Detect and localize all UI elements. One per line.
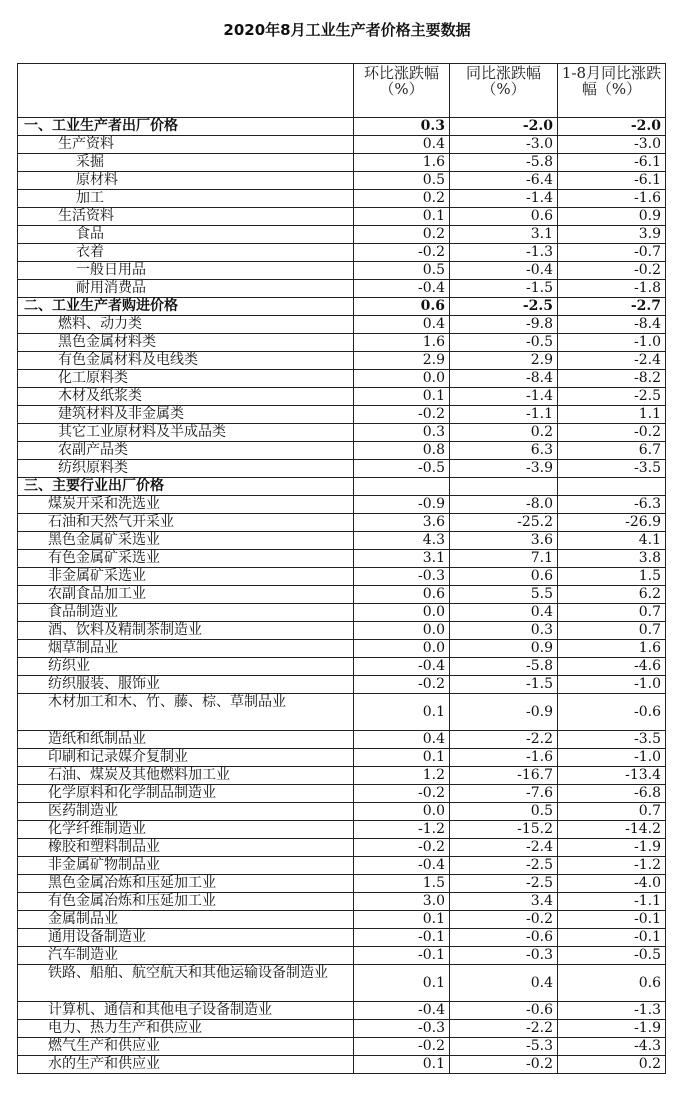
cell-mom: 0.0 <box>354 604 450 622</box>
cell-name: 木材及纸浆类 <box>18 388 354 406</box>
cell-ytd: -3.5 <box>558 731 666 749</box>
cell-ytd: 0.7 <box>558 622 666 640</box>
cell-mom: -0.5 <box>354 460 450 478</box>
cell-ytd <box>558 478 666 496</box>
table-row <box>18 136 666 154</box>
cell-name: 黑色金属材料类 <box>18 334 354 352</box>
cell-yoy: 0.9 <box>450 640 558 658</box>
table-row <box>18 208 666 226</box>
cell-mom: 0.6 <box>354 298 450 316</box>
cell-yoy: -2.2 <box>450 1020 558 1038</box>
cell-name: 建筑材料及非金属类 <box>18 406 354 424</box>
cell-mom: 0.2 <box>354 226 450 244</box>
table-row <box>18 947 666 965</box>
cell-name: 医药制造业 <box>18 803 354 821</box>
cell-mom: -0.2 <box>354 676 450 694</box>
cell-mom: -0.4 <box>354 280 450 298</box>
cell-mom: 0.1 <box>354 208 450 226</box>
table-row <box>18 478 666 496</box>
cell-mom: 0.5 <box>354 172 450 190</box>
cell-name: 化工原料类 <box>18 370 354 388</box>
cell-ytd: -2.5 <box>558 388 666 406</box>
cell-yoy: -1.5 <box>450 676 558 694</box>
cell-name: 印刷和记录媒介复制业 <box>18 749 354 767</box>
cell-name: 其它工业原材料及半成品类 <box>18 424 354 442</box>
table-row <box>18 1020 666 1038</box>
table-row <box>18 352 666 370</box>
cell-mom: 0.4 <box>354 316 450 334</box>
cell-yoy: -8.4 <box>450 370 558 388</box>
cell-ytd: 0.7 <box>558 803 666 821</box>
cell-ytd: 1.1 <box>558 406 666 424</box>
cell-name: 烟草制品业 <box>18 640 354 658</box>
cell-name: 黑色金属矿采选业 <box>18 532 354 550</box>
cell-yoy: -16.7 <box>450 767 558 785</box>
cell-mom: 3.0 <box>354 893 450 911</box>
cell-ytd: 1.6 <box>558 640 666 658</box>
cell-name: 汽车制造业 <box>18 947 354 965</box>
table-row <box>18 749 666 767</box>
cell-name: 木材加工和木、竹、藤、棕、草制品业 <box>18 694 354 731</box>
table-row <box>18 550 666 568</box>
cell-mom: -0.4 <box>354 857 450 875</box>
cell-yoy: -1.5 <box>450 280 558 298</box>
cell-name: 石油和天然气开采业 <box>18 514 354 532</box>
cell-ytd: 1.5 <box>558 568 666 586</box>
cell-ytd: -0.5 <box>558 947 666 965</box>
cell-ytd: -3.5 <box>558 460 666 478</box>
cell-mom: 0.3 <box>354 118 450 136</box>
cell-yoy: -3.9 <box>450 460 558 478</box>
table-row <box>18 388 666 406</box>
table-header-row <box>18 64 666 118</box>
cell-name: 黑色金属冶炼和压延加工业 <box>18 875 354 893</box>
cell-mom: 0.1 <box>354 694 450 731</box>
cell-yoy <box>450 478 558 496</box>
page-title: 2020年8月工业生产者价格主要数据 <box>223 21 471 39</box>
cell-ytd: -2.7 <box>558 298 666 316</box>
cell-name: 酒、饮料及精制茶制造业 <box>18 622 354 640</box>
cell-yoy: -2.2 <box>450 731 558 749</box>
cell-name: 电力、热力生产和供应业 <box>18 1020 354 1038</box>
cell-name: 通用设备制造业 <box>18 929 354 947</box>
cell-ytd: -6.1 <box>558 154 666 172</box>
cell-mom: 0.1 <box>354 1056 450 1074</box>
cell-mom: -0.3 <box>354 568 450 586</box>
cell-ytd: 4.1 <box>558 532 666 550</box>
table-row <box>18 118 666 136</box>
cell-mom: 0.1 <box>354 749 450 767</box>
table-row <box>18 172 666 190</box>
table-row <box>18 604 666 622</box>
cell-name: 煤炭开采和洗选业 <box>18 496 354 514</box>
cell-name: 铁路、船舶、航空航天和其他运输设备制造业 <box>18 965 354 1002</box>
cell-ytd: -8.4 <box>558 316 666 334</box>
cell-name: 纺织原料类 <box>18 460 354 478</box>
header-item <box>18 64 354 118</box>
cell-ytd: -1.0 <box>558 676 666 694</box>
cell-yoy: -0.9 <box>450 694 558 731</box>
header-yoy: 同比涨跌幅（%） <box>450 64 558 118</box>
cell-yoy: -7.6 <box>450 785 558 803</box>
cell-mom: 2.9 <box>354 352 450 370</box>
table-row <box>18 154 666 172</box>
cell-ytd: -6.1 <box>558 172 666 190</box>
cell-name: 农副食品加工业 <box>18 586 354 604</box>
cell-name: 衣着 <box>18 244 354 262</box>
cell-ytd: -4.0 <box>558 875 666 893</box>
cell-yoy: -5.3 <box>450 1038 558 1056</box>
table-row <box>18 640 666 658</box>
cell-ytd: -1.0 <box>558 334 666 352</box>
table-row <box>18 442 666 460</box>
table-row <box>18 785 666 803</box>
cell-ytd: -0.2 <box>558 424 666 442</box>
cell-ytd: -1.2 <box>558 857 666 875</box>
table-row <box>18 821 666 839</box>
cell-yoy: -0.2 <box>450 1056 558 1074</box>
cell-mom: -0.9 <box>354 496 450 514</box>
cell-ytd: -1.3 <box>558 1002 666 1020</box>
cell-name: 三、主要行业出厂价格 <box>18 478 354 496</box>
table-row <box>18 622 666 640</box>
cell-name: 有色金属材料及电线类 <box>18 352 354 370</box>
cell-name: 水的生产和供应业 <box>18 1056 354 1074</box>
cell-ytd: -2.0 <box>558 118 666 136</box>
cell-name: 燃料、动力类 <box>18 316 354 334</box>
cell-yoy: 3.6 <box>450 532 558 550</box>
cell-ytd: 6.2 <box>558 586 666 604</box>
table-row <box>18 658 666 676</box>
cell-ytd: -0.6 <box>558 694 666 731</box>
table-row <box>18 911 666 929</box>
cell-name: 化学纤维制造业 <box>18 821 354 839</box>
table-row <box>18 532 666 550</box>
table-row <box>18 803 666 821</box>
cell-name: 非金属矿采选业 <box>18 568 354 586</box>
cell-ytd: -6.8 <box>558 785 666 803</box>
cell-yoy: 3.1 <box>450 226 558 244</box>
cell-mom: 0.3 <box>354 424 450 442</box>
table-row <box>18 514 666 532</box>
table-row <box>18 406 666 424</box>
cell-mom <box>354 478 450 496</box>
table-row <box>18 226 666 244</box>
cell-name: 有色金属矿采选业 <box>18 550 354 568</box>
table-row <box>18 370 666 388</box>
cell-yoy: -6.4 <box>450 172 558 190</box>
cell-name: 造纸和纸制品业 <box>18 731 354 749</box>
cell-mom: 0.1 <box>354 911 450 929</box>
cell-name: 加工 <box>18 190 354 208</box>
table-row <box>18 1056 666 1074</box>
cell-yoy: -0.3 <box>450 947 558 965</box>
cell-ytd: -6.3 <box>558 496 666 514</box>
table-row <box>18 424 666 442</box>
cell-ytd: -1.0 <box>558 749 666 767</box>
cell-ytd: -8.2 <box>558 370 666 388</box>
table-row <box>18 496 666 514</box>
cell-yoy: -2.5 <box>450 857 558 875</box>
cell-yoy: 0.6 <box>450 568 558 586</box>
header-ytd: 1-8月同比涨跌幅（%） <box>558 64 666 118</box>
table-row <box>18 280 666 298</box>
cell-yoy: -15.2 <box>450 821 558 839</box>
cell-ytd: 3.8 <box>558 550 666 568</box>
cell-name: 燃气生产和供应业 <box>18 1038 354 1056</box>
cell-mom: 0.0 <box>354 640 450 658</box>
cell-yoy: 2.9 <box>450 352 558 370</box>
cell-yoy: -0.4 <box>450 262 558 280</box>
cell-ytd: -2.4 <box>558 352 666 370</box>
cell-mom: 4.3 <box>354 532 450 550</box>
cell-ytd: -1.9 <box>558 1020 666 1038</box>
cell-name: 生产资料 <box>18 136 354 154</box>
cell-ytd: -0.1 <box>558 911 666 929</box>
cell-yoy: -8.0 <box>450 496 558 514</box>
cell-mom: 0.1 <box>354 388 450 406</box>
cell-mom: 0.8 <box>354 442 450 460</box>
cell-name: 采掘 <box>18 154 354 172</box>
table-row <box>18 460 666 478</box>
cell-mom: -0.1 <box>354 947 450 965</box>
cell-yoy: -3.0 <box>450 136 558 154</box>
table-row <box>18 965 666 1002</box>
table-row <box>18 586 666 604</box>
cell-yoy: 3.4 <box>450 893 558 911</box>
cell-mom: 1.6 <box>354 154 450 172</box>
cell-ytd: -0.2 <box>558 262 666 280</box>
cell-name: 纺织服装、服饰业 <box>18 676 354 694</box>
cell-yoy: 6.3 <box>450 442 558 460</box>
cell-mom: -0.2 <box>354 785 450 803</box>
cell-mom: 0.5 <box>354 262 450 280</box>
cell-ytd: -1.6 <box>558 190 666 208</box>
cell-name: 化学原料和化学制品制造业 <box>18 785 354 803</box>
cell-mom: 0.4 <box>354 731 450 749</box>
table-row <box>18 875 666 893</box>
table-row <box>18 316 666 334</box>
cell-yoy: -25.2 <box>450 514 558 532</box>
cell-mom: 1.2 <box>354 767 450 785</box>
cell-yoy: 0.4 <box>450 965 558 1002</box>
table-row <box>18 694 666 731</box>
cell-yoy: 0.5 <box>450 803 558 821</box>
cell-ytd: -1.9 <box>558 839 666 857</box>
table-row <box>18 839 666 857</box>
cell-yoy: 7.1 <box>450 550 558 568</box>
cell-yoy: -2.5 <box>450 875 558 893</box>
cell-ytd: -0.1 <box>558 929 666 947</box>
cell-yoy: 5.5 <box>450 586 558 604</box>
cell-yoy: 0.4 <box>450 604 558 622</box>
cell-name: 一、工业生产者出厂价格 <box>18 118 354 136</box>
cell-yoy: 0.2 <box>450 424 558 442</box>
cell-yoy: -0.6 <box>450 929 558 947</box>
cell-name: 生活资料 <box>18 208 354 226</box>
cell-mom: -0.3 <box>354 1020 450 1038</box>
cell-yoy: 0.3 <box>450 622 558 640</box>
cell-yoy: -0.6 <box>450 1002 558 1020</box>
cell-mom: 0.0 <box>354 622 450 640</box>
cell-mom: -1.2 <box>354 821 450 839</box>
table-row <box>18 767 666 785</box>
cell-mom: -0.2 <box>354 406 450 424</box>
cell-ytd: -0.7 <box>558 244 666 262</box>
cell-mom: -0.2 <box>354 839 450 857</box>
cell-ytd: 0.9 <box>558 208 666 226</box>
cell-yoy: -2.5 <box>450 298 558 316</box>
cell-mom: 1.6 <box>354 334 450 352</box>
cell-name: 二、工业生产者购进价格 <box>18 298 354 316</box>
table-row <box>18 334 666 352</box>
cell-mom: 3.1 <box>354 550 450 568</box>
table-body <box>18 118 666 1074</box>
cell-ytd: -4.6 <box>558 658 666 676</box>
cell-yoy: -5.8 <box>450 154 558 172</box>
cell-yoy: -1.1 <box>450 406 558 424</box>
cell-ytd: 0.7 <box>558 604 666 622</box>
cell-name: 计算机、通信和其他电子设备制造业 <box>18 1002 354 1020</box>
table-row <box>18 262 666 280</box>
cell-mom: 0.4 <box>354 136 450 154</box>
cell-ytd: 6.7 <box>558 442 666 460</box>
table-row <box>18 190 666 208</box>
cell-mom: 0.2 <box>354 190 450 208</box>
cell-name: 有色金属冶炼和压延加工业 <box>18 893 354 911</box>
table-row <box>18 1038 666 1056</box>
cell-ytd: -1.8 <box>558 280 666 298</box>
cell-name: 耐用消费品 <box>18 280 354 298</box>
cell-ytd: -4.3 <box>558 1038 666 1056</box>
cell-mom: 0.0 <box>354 803 450 821</box>
table-row <box>18 298 666 316</box>
cell-mom: -0.4 <box>354 1002 450 1020</box>
price-data-table <box>17 63 666 1074</box>
header-mom: 环比涨跌幅（%） <box>354 64 450 118</box>
cell-yoy: -0.5 <box>450 334 558 352</box>
cell-mom: -0.4 <box>354 658 450 676</box>
table-row <box>18 244 666 262</box>
cell-mom: 1.5 <box>354 875 450 893</box>
cell-mom: -0.2 <box>354 1038 450 1056</box>
cell-ytd: -13.4 <box>558 767 666 785</box>
cell-mom: 0.6 <box>354 586 450 604</box>
cell-ytd: 0.6 <box>558 965 666 1002</box>
table-row <box>18 1002 666 1020</box>
table-row <box>18 893 666 911</box>
cell-yoy: -2.0 <box>450 118 558 136</box>
cell-name: 食品制造业 <box>18 604 354 622</box>
cell-ytd: 3.9 <box>558 226 666 244</box>
cell-yoy: -1.4 <box>450 190 558 208</box>
cell-yoy: -1.6 <box>450 749 558 767</box>
cell-yoy: -0.2 <box>450 911 558 929</box>
cell-yoy: -9.8 <box>450 316 558 334</box>
cell-name: 一般日用品 <box>18 262 354 280</box>
cell-name: 非金属矿物制品业 <box>18 857 354 875</box>
cell-name: 食品 <box>18 226 354 244</box>
cell-ytd: 0.2 <box>558 1056 666 1074</box>
table-row <box>18 676 666 694</box>
cell-name: 纺织业 <box>18 658 354 676</box>
table-row <box>18 857 666 875</box>
cell-mom: -0.1 <box>354 929 450 947</box>
cell-yoy: -2.4 <box>450 839 558 857</box>
cell-name: 石油、煤炭及其他燃料加工业 <box>18 767 354 785</box>
cell-name: 金属制品业 <box>18 911 354 929</box>
cell-mom: 3.6 <box>354 514 450 532</box>
cell-yoy: -5.8 <box>450 658 558 676</box>
cell-yoy: -1.3 <box>450 244 558 262</box>
cell-yoy: 0.6 <box>450 208 558 226</box>
table-row <box>18 568 666 586</box>
cell-mom: 0.1 <box>354 965 450 1002</box>
cell-name: 橡胶和塑料制品业 <box>18 839 354 857</box>
cell-name: 农副产品类 <box>18 442 354 460</box>
cell-mom: -0.2 <box>354 244 450 262</box>
table-row <box>18 731 666 749</box>
cell-ytd: -3.0 <box>558 136 666 154</box>
cell-name: 原材料 <box>18 172 354 190</box>
table-row <box>18 929 666 947</box>
cell-mom: 0.0 <box>354 370 450 388</box>
cell-ytd: -1.1 <box>558 893 666 911</box>
cell-yoy: -1.4 <box>450 388 558 406</box>
cell-ytd: -26.9 <box>558 514 666 532</box>
cell-ytd: -14.2 <box>558 821 666 839</box>
